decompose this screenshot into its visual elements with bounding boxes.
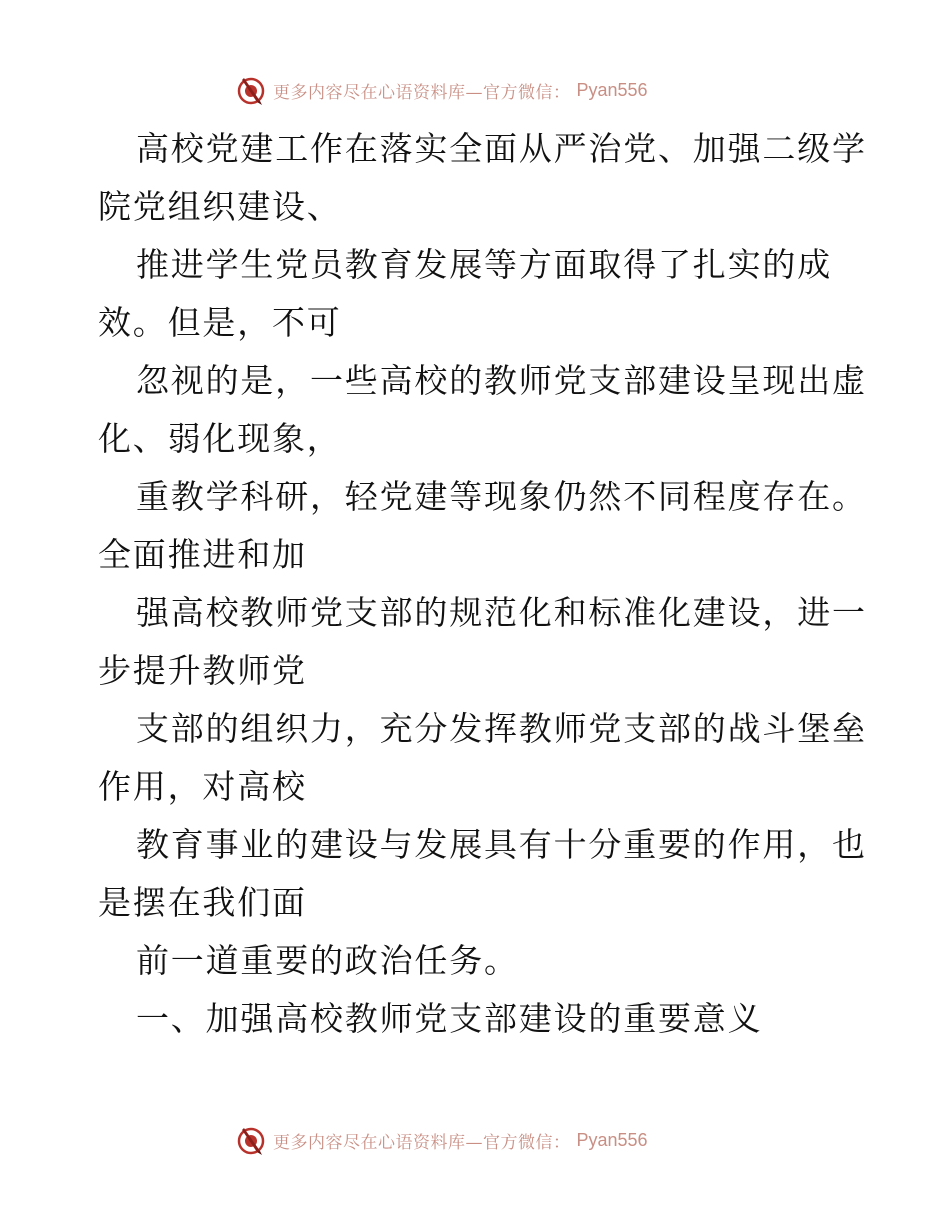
watermark-wechat-id: Pyan556 xyxy=(576,1129,648,1150)
footer-watermark xyxy=(235,1123,648,1157)
header-watermark xyxy=(235,73,648,107)
watermark-text: 更多内容尽在心语资料库—官方微信： xyxy=(273,1132,571,1153)
document-body xyxy=(98,120,867,1048)
text-line: 作用，对高校 xyxy=(98,767,307,806)
red-pen-circle-logo-icon xyxy=(235,1124,267,1156)
text-line: 教育事业的建设与发展具有十分重要的作用，也 xyxy=(136,825,867,864)
text-line: 全面推进和加 xyxy=(98,535,307,574)
watermark-wechat-id: Pyan556 xyxy=(576,79,648,100)
text-line: 是摆在我们面 xyxy=(98,883,307,922)
text-line: 忽视的是，一些高校的教师党支部建设呈现出虚 xyxy=(136,361,867,400)
watermark-text: 更多内容尽在心语资料库—官方微信： xyxy=(273,82,571,103)
text-line: 效。但是，不可 xyxy=(98,303,342,342)
text-line: 支部的组织力，充分发挥教师党支部的战斗堡垒 xyxy=(136,709,867,748)
red-pen-circle-logo-icon xyxy=(235,74,267,106)
text-line: 重教学科研，轻党建等现象仍然不同程度存在。 xyxy=(136,477,867,516)
text-line: 推进学生党员教育发展等方面取得了扎实的成 xyxy=(136,245,832,284)
text-line: 步提升教师党 xyxy=(98,651,307,690)
text-line: 高校党建工作在落实全面从严治党、加强二级学 xyxy=(136,129,867,168)
text-line: 院党组织建设、 xyxy=(98,187,342,226)
text-line: 强高校教师党支部的规范化和标准化建设，进一 xyxy=(136,593,867,632)
text-line: 前一道重要的政治任务。 xyxy=(136,941,519,980)
section-heading: 一、加强高校教师党支部建设的重要意义 xyxy=(136,999,763,1038)
text-line: 化、弱化现象， xyxy=(98,419,342,458)
